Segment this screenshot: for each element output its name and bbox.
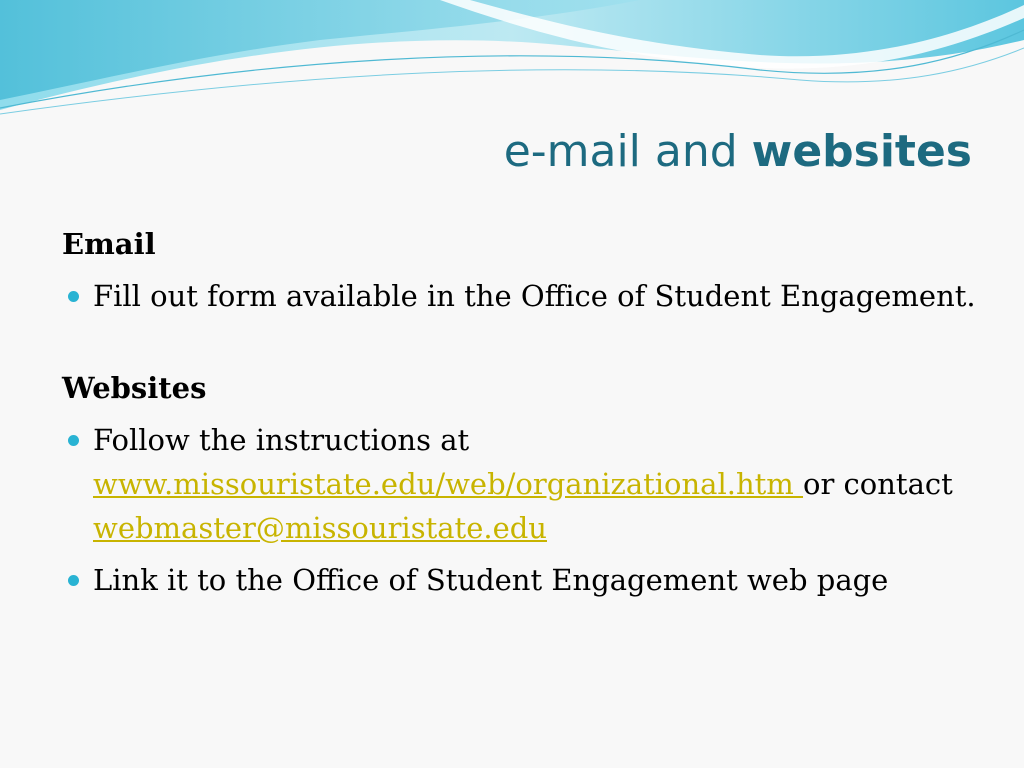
email-bullet bbox=[62, 274, 982, 318]
web-bullet-prefix: Follow the instructions at bbox=[93, 423, 470, 457]
email-heading: Email bbox=[62, 227, 156, 261]
email-bullet-text: Fill out form available in the Office of Student Engagement. bbox=[93, 279, 976, 313]
web-link-url[interactable]: www.missouristate.edu/web/organizational.htm bbox=[93, 467, 804, 501]
wave-header-decoration bbox=[0, 0, 1024, 130]
link-bullet bbox=[62, 558, 982, 602]
bullet-dot-icon bbox=[68, 291, 79, 302]
title-regular: e-mail and bbox=[503, 126, 752, 177]
slide-body bbox=[62, 222, 982, 602]
title-bold: websites bbox=[751, 126, 972, 177]
spacer bbox=[62, 318, 982, 366]
bullet-dot-icon bbox=[68, 435, 79, 446]
link-bullet-text: Link it to the Office of Student Engagement web page bbox=[93, 563, 889, 597]
web-bullet bbox=[62, 418, 982, 550]
websites-heading: Websites bbox=[62, 371, 207, 405]
web-bullet-mid: or contact bbox=[803, 467, 953, 501]
web-link-email[interactable]: webmaster@missouristate.edu bbox=[93, 511, 547, 545]
slide-title bbox=[504, 126, 972, 179]
bullet-dot-icon bbox=[68, 575, 79, 586]
